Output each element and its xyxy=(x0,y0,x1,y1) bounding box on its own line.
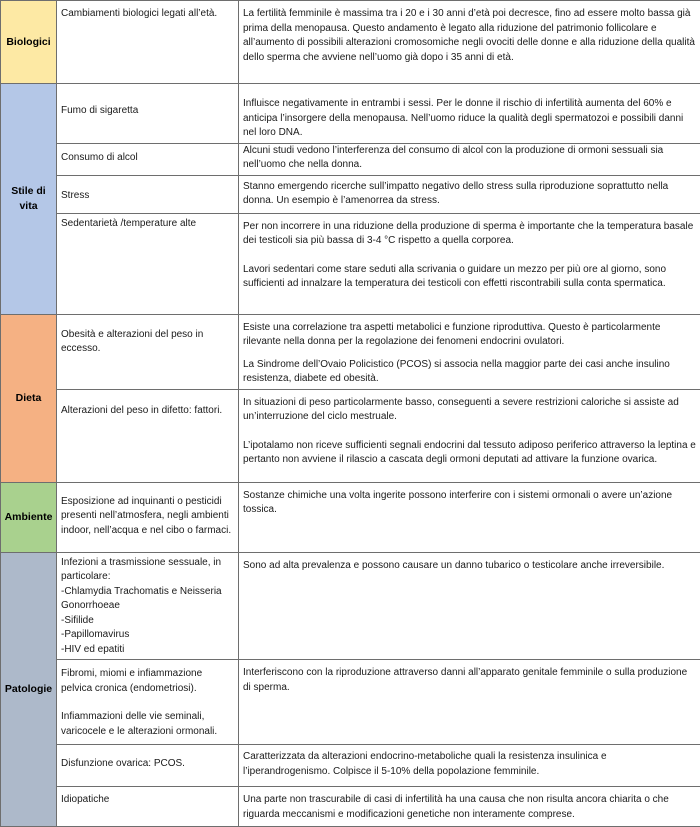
table-row xyxy=(1,660,700,745)
table-row xyxy=(1,552,700,660)
factor-cell: Idiopatiche xyxy=(57,787,239,827)
description-paragraph: Esiste una correlazione tra aspetti metabolici e funzione riproduttiva. Questo è particolarmente rilevante nella donna per la regolazione dei fenomeni endocrini ovulatori. xyxy=(243,321,696,350)
description-cell: La fertilità femminile è massima tra i 20 e i 30 anni d’età poi decresce, fino ad essere molto bassa già prima della menopausa. Questo andamento è legato alla riduzione del patrimonio follicolare e all’aumento di possibili alterazioni cromosomiche negli ovociti delle donne e alla riduzione della qualità dello sperma che avviene nell’uomo già dopo i 35 anni di età. xyxy=(239,1,700,84)
table-row xyxy=(1,314,700,389)
category-stile-di-vita: Stile di vita xyxy=(1,84,57,315)
factor-line: -HIV ed epatiti xyxy=(61,643,234,658)
factor-cell: Stress xyxy=(57,175,239,213)
factor-cell: Sedentarietà /temperature alte xyxy=(57,213,239,314)
description-paragraph: Per non incorrere in una riduzione della produzione di sperma è importante che la temperatura basale dei testicoli sia più bassa di 3-4 °C rispetto a quella corporea. xyxy=(243,220,696,249)
factor-cell xyxy=(57,552,239,660)
description-cell: Una parte non trascurabile di casi di infertilità ha una causa che non risulta ancora chiarita o che riguarda meccanismi e modificazioni genetiche non interamente comprese. xyxy=(239,787,700,827)
factor-line: -Chlamydia Trachomatis e Neisseria Gonorrhoeae xyxy=(61,585,234,614)
table-row xyxy=(1,787,700,827)
factor-cell: Esposizione ad inquinanti o pesticidi presenti nell’atmosfera, negli ambienti indoor, nell’acqua e nel cibo o farmaci. xyxy=(57,482,239,552)
description-cell: Caratterizzata da alterazioni endocrino-metaboliche quali la resistenza insulinica e l’iperandrogenismo. Colpisce il 5-10% della popolazione femminile. xyxy=(239,745,700,787)
factor-cell: Cambiamenti biologici legati all’età. xyxy=(57,1,239,84)
factor-paragraph: Fibromi, miomi e infiammazione pelvica cronica (endometriosi). xyxy=(61,667,234,696)
description-cell xyxy=(239,213,700,314)
factor-cell: Alterazioni del peso in difetto: fattori. xyxy=(57,389,239,482)
description-cell: Interferiscono con la riproduzione attraverso danni all’apparato genitale femminile o sulla produzione di sperma. xyxy=(239,660,700,745)
description-cell: Sostanze chimiche una volta ingerite possono interferire con i sistemi ormonali o avere un’azione tossica. xyxy=(239,482,700,552)
factor-cell: Fumo di sigaretta xyxy=(57,84,239,144)
description-paragraph: Lavori sedentari come stare seduti alla scrivania o guidare un mezzo per più ore al giorno, sono sufficienti ad innalzare la temperatura dei testicoli con effetti riscontrabili sulla conta spermatica. xyxy=(243,263,696,292)
description-cell: Sono ad alta prevalenza e possono causare un danno tubarico o testicolare anche irreversibile. xyxy=(239,552,700,660)
factor-paragraph: Infiammazioni delle vie seminali, varicocele e le alterazioni ormonali. xyxy=(61,710,234,739)
table-row xyxy=(1,482,700,552)
table-row xyxy=(1,143,700,175)
table-row xyxy=(1,213,700,314)
category-dieta: Dieta xyxy=(1,314,57,482)
factor-cell: Disfunzione ovarica: PCOS. xyxy=(57,745,239,787)
description-paragraph: In situazioni di peso particolarmente basso, conseguenti a severe restrizioni caloriche si assiste ad un’interruzione del ciclo mestruale. xyxy=(243,396,696,425)
table-row xyxy=(1,389,700,482)
description-cell xyxy=(239,314,700,389)
category-patologie: Patologie xyxy=(1,552,57,827)
factor-line: Infezioni a trasmissione sessuale, in particolare: xyxy=(61,556,234,585)
table-row xyxy=(1,1,700,84)
description-paragraph: L’ipotalamo non riceve sufficienti segnali endocrini dal tessuto adiposo periferico attraverso la leptina e pertanto non avviene il rilascio a cascata degli ormoni deputati ad attivare la funzione ovarica. xyxy=(243,439,696,468)
factor-cell: Obesità e alterazioni del peso in eccesso. xyxy=(57,314,239,389)
category-ambiente: Ambiente xyxy=(1,482,57,552)
category-biologici: Biologici xyxy=(1,1,57,84)
factor-cell xyxy=(57,660,239,745)
description-cell: Alcuni studi vedono l’interferenza del consumo di alcol con la produzione di ormoni sessuali sia nell’uomo che nella donna. xyxy=(239,143,700,175)
table-row xyxy=(1,84,700,144)
table-row xyxy=(1,175,700,213)
description-cell: Influisce negativamente in entrambi i sessi. Per le donne il rischio di infertilità aumenta del 60% e anticipa l’insorgere della menopausa. Nell’uomo riduce la qualità degli spermatozoi e possibili danni nel loro DNA. xyxy=(239,84,700,144)
table-row xyxy=(1,745,700,787)
factor-line: -Papillomavirus xyxy=(61,628,234,643)
factor-cell: Consumo di alcol xyxy=(57,143,239,175)
description-cell: Stanno emergendo ricerche sull’impatto negativo dello stress sulla riproduzione soprattutto nella donna. Un esempio è l’amenorrea da stress. xyxy=(239,175,700,213)
description-cell xyxy=(239,389,700,482)
description-paragraph: La Sindrome dell’Ovaio Policistico (PCOS) si associa nella maggior parte dei casi anche insulino resistenza, diabete ed obesità. xyxy=(243,358,696,387)
factor-line: -Sifilide xyxy=(61,614,234,629)
